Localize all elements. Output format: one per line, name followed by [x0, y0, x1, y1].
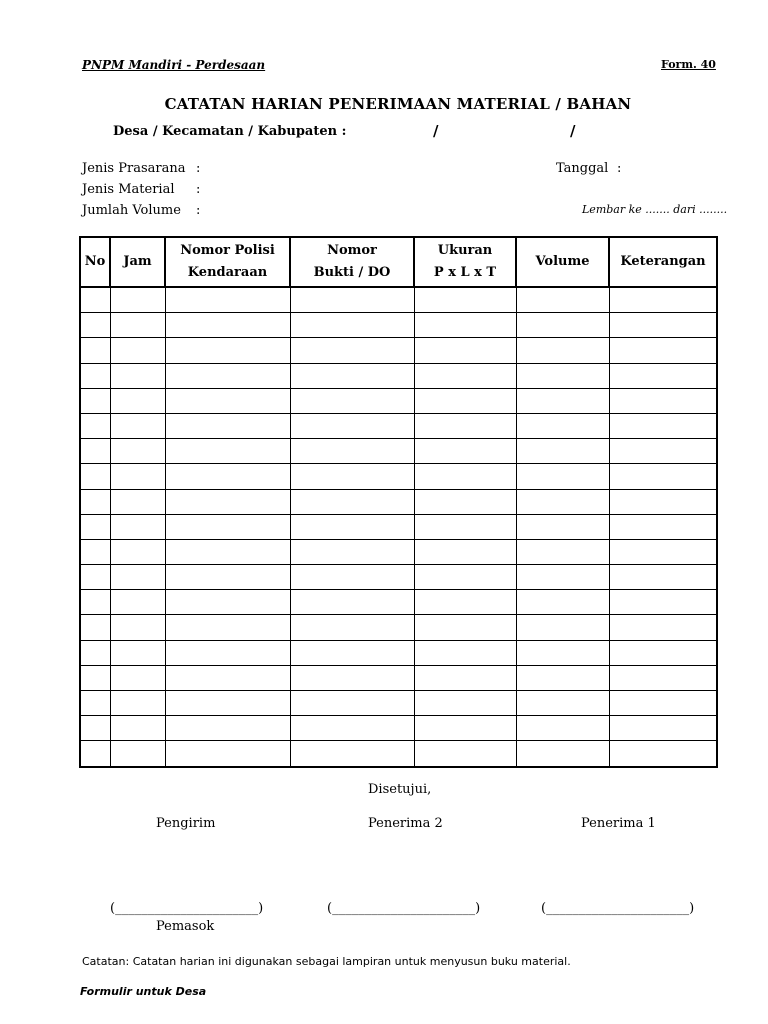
table-cell	[290, 287, 414, 313]
table-cell	[290, 539, 414, 564]
table-cell	[609, 691, 717, 716]
receiver2-signature-line: (______________________)	[327, 901, 481, 916]
table-cell	[110, 514, 165, 539]
table-cell	[110, 439, 165, 464]
table-cell	[110, 665, 165, 690]
table-cell	[414, 439, 516, 464]
table-cell	[414, 741, 516, 767]
table-cell	[290, 489, 414, 514]
table-cell	[165, 363, 290, 388]
table-row	[80, 539, 717, 564]
table-cell	[609, 464, 717, 489]
table-cell	[290, 741, 414, 767]
table-cell	[80, 615, 110, 640]
org-name: PNPM Mandiri - Perdesaan	[82, 58, 266, 72]
table-cell	[165, 439, 290, 464]
jenis-material-label: Jenis Material	[82, 182, 175, 197]
supplier-label: Pemasok	[156, 919, 215, 934]
table-cell	[165, 590, 290, 615]
table-cell	[165, 388, 290, 413]
table-cell	[110, 363, 165, 388]
table-cell	[110, 691, 165, 716]
table-cell	[165, 665, 290, 690]
table-cell	[609, 287, 717, 313]
table-cell	[80, 565, 110, 590]
table-cell	[414, 413, 516, 438]
table-cell	[80, 363, 110, 388]
table-cell	[80, 313, 110, 338]
table-cell	[609, 313, 717, 338]
table-row	[80, 741, 717, 767]
table-cell	[165, 539, 290, 564]
table-cell	[609, 539, 717, 564]
table-cell	[110, 287, 165, 313]
table-row	[80, 287, 717, 313]
table-cell	[290, 716, 414, 741]
jenis-material-colon: :	[196, 182, 201, 197]
table-cell	[110, 716, 165, 741]
table-cell	[110, 464, 165, 489]
table-cell	[290, 313, 414, 338]
table-cell	[80, 590, 110, 615]
table-cell	[80, 539, 110, 564]
table-cell	[414, 640, 516, 665]
col-jam: Jam	[110, 237, 165, 287]
table-cell	[290, 439, 414, 464]
table-cell	[516, 565, 609, 590]
table-cell	[165, 287, 290, 313]
table-cell	[165, 640, 290, 665]
table-row	[80, 464, 717, 489]
table-row	[80, 313, 717, 338]
jenis-prasarana-label: Jenis Prasarana	[82, 161, 186, 176]
table-cell	[516, 741, 609, 767]
table-cell	[110, 565, 165, 590]
table-cell	[609, 363, 717, 388]
table-cell	[80, 464, 110, 489]
table-cell	[516, 590, 609, 615]
table-cell	[80, 413, 110, 438]
table-row	[80, 640, 717, 665]
table-cell	[516, 691, 609, 716]
table-cell	[80, 741, 110, 767]
table-cell	[516, 615, 609, 640]
table-cell	[609, 439, 717, 464]
table-cell	[414, 388, 516, 413]
table-cell	[414, 691, 516, 716]
table-cell	[110, 539, 165, 564]
table-cell	[80, 439, 110, 464]
table-cell	[414, 313, 516, 338]
table-cell	[516, 363, 609, 388]
table-cell	[516, 539, 609, 564]
table-cell	[110, 388, 165, 413]
table-cell	[609, 514, 717, 539]
table-cell	[165, 489, 290, 514]
table-cell	[110, 313, 165, 338]
table-row	[80, 439, 717, 464]
table-cell	[290, 388, 414, 413]
approved-label: Disetujui,	[368, 782, 432, 797]
location-separator-1: /	[433, 122, 439, 140]
table-cell	[414, 514, 516, 539]
table-cell	[290, 464, 414, 489]
table-cell	[165, 741, 290, 767]
table-cell	[165, 691, 290, 716]
page-title: CATATAN HARIAN PENERIMAAN MATERIAL / BAHAN	[164, 95, 632, 113]
table-cell	[110, 741, 165, 767]
table-cell	[80, 514, 110, 539]
table-cell	[609, 590, 717, 615]
table-row	[80, 615, 717, 640]
table-cell	[609, 741, 717, 767]
table-cell	[165, 464, 290, 489]
table-cell	[80, 388, 110, 413]
receiver1-signature-line: (______________________)	[541, 901, 695, 916]
table-cell	[165, 338, 290, 363]
table-cell	[414, 565, 516, 590]
table-cell	[290, 665, 414, 690]
table-cell	[290, 590, 414, 615]
table-row	[80, 489, 717, 514]
table-cell	[165, 565, 290, 590]
table-cell	[516, 514, 609, 539]
jumlah-volume-colon: :	[196, 203, 201, 218]
col-ukuran: Ukuran P x L x T	[414, 237, 516, 287]
table-cell	[516, 388, 609, 413]
table-cell	[414, 615, 516, 640]
table-row	[80, 565, 717, 590]
table-cell	[110, 615, 165, 640]
table-cell	[609, 338, 717, 363]
table-cell	[516, 413, 609, 438]
sheet-counter: Lembar ke ....... dari ........	[582, 203, 728, 216]
table-cell	[80, 287, 110, 313]
table-cell	[290, 514, 414, 539]
table-cell	[609, 665, 717, 690]
table-cell	[165, 514, 290, 539]
table-cell	[290, 413, 414, 438]
table-cell	[516, 464, 609, 489]
table-cell	[609, 615, 717, 640]
jumlah-volume-label: Jumlah Volume	[82, 203, 181, 218]
table-cell	[609, 489, 717, 514]
table-cell	[516, 338, 609, 363]
table-cell	[414, 363, 516, 388]
table-cell	[414, 590, 516, 615]
table-cell	[609, 413, 717, 438]
table-cell	[80, 489, 110, 514]
table-row	[80, 363, 717, 388]
table-row	[80, 691, 717, 716]
table-row	[80, 514, 717, 539]
table-cell	[414, 489, 516, 514]
table-cell	[110, 640, 165, 665]
table-cell	[290, 565, 414, 590]
note-text: Catatan: Catatan harian ini digunakan sebagai lampiran untuk menyusun buku material.	[82, 955, 571, 968]
table-cell	[516, 439, 609, 464]
table-cell	[165, 313, 290, 338]
col-no: No	[80, 237, 110, 287]
table-cell	[516, 313, 609, 338]
table-cell	[290, 615, 414, 640]
table-cell	[80, 691, 110, 716]
table-cell	[516, 640, 609, 665]
table-row	[80, 338, 717, 363]
table-cell	[414, 464, 516, 489]
receiver1-label: Penerima 1	[581, 816, 656, 831]
receiver2-label: Penerima 2	[368, 816, 443, 831]
table-cell	[414, 665, 516, 690]
table-row	[80, 665, 717, 690]
table-cell	[80, 665, 110, 690]
col-nomor-polisi: Nomor Polisi Kendaraan	[165, 237, 290, 287]
table-cell	[110, 413, 165, 438]
table-cell	[80, 640, 110, 665]
table-cell	[290, 363, 414, 388]
table-row	[80, 388, 717, 413]
table-cell	[290, 640, 414, 665]
table-cell	[165, 413, 290, 438]
table-cell	[110, 590, 165, 615]
table-cell	[609, 640, 717, 665]
table-cell	[80, 338, 110, 363]
table-cell	[414, 338, 516, 363]
table-cell	[609, 716, 717, 741]
col-volume: Volume	[516, 237, 609, 287]
table-row	[80, 413, 717, 438]
table-cell	[80, 716, 110, 741]
material-table	[79, 236, 718, 768]
table-cell	[414, 716, 516, 741]
table-cell	[110, 338, 165, 363]
sender-signature-line: (______________________)	[110, 901, 264, 916]
form-number: Form. 40	[661, 58, 716, 71]
location-separator-2: /	[570, 122, 576, 140]
table-cell	[414, 539, 516, 564]
table-cell	[110, 489, 165, 514]
tanggal-colon: :	[617, 161, 622, 176]
table-cell	[290, 338, 414, 363]
location-label: Desa / Kecamatan / Kabupaten :	[113, 124, 347, 139]
table-cell	[414, 287, 516, 313]
col-keterangan: Keterangan	[609, 237, 717, 287]
col-nomor-bukti: Nomor Bukti / DO	[290, 237, 414, 287]
table-cell	[165, 615, 290, 640]
table-row	[80, 590, 717, 615]
table-cell	[609, 388, 717, 413]
table-cell	[516, 665, 609, 690]
table-header-row	[80, 237, 717, 287]
footer-text: Formulir untuk Desa	[80, 985, 207, 998]
jenis-prasarana-colon: :	[196, 161, 201, 176]
table-row	[80, 716, 717, 741]
table-cell	[609, 565, 717, 590]
tanggal-label: Tanggal	[556, 161, 609, 176]
sender-label: Pengirim	[156, 816, 216, 831]
table-cell	[290, 691, 414, 716]
table-cell	[516, 716, 609, 741]
table-cell	[516, 287, 609, 313]
table-cell	[516, 489, 609, 514]
table-cell	[165, 716, 290, 741]
